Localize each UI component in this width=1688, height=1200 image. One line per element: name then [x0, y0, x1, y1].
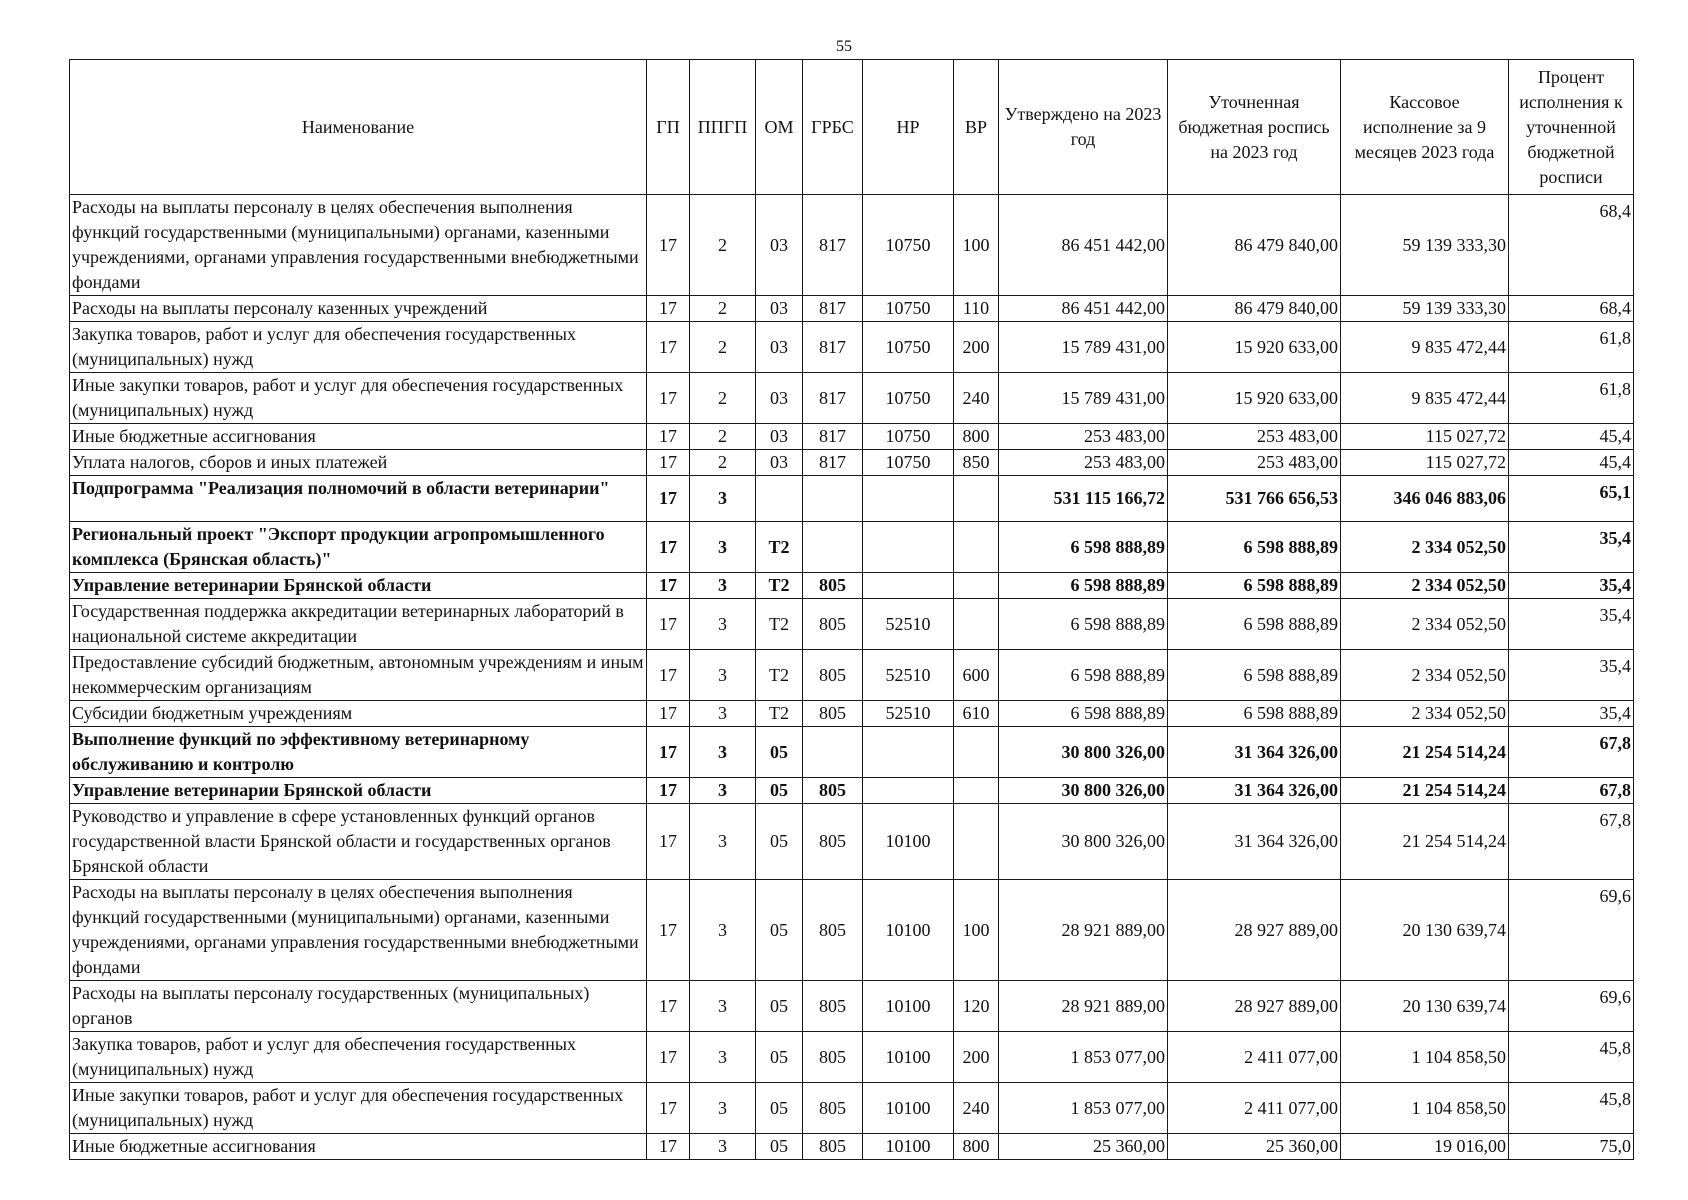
cell-name: Иные закупки товаров, работ и услуг для обеспечения государственных (муниципальных) нужд [70, 1083, 647, 1134]
header-gp: ГП [647, 60, 690, 195]
cell-ppgp: 2 [690, 450, 756, 476]
cell-percent: 35,4 [1509, 573, 1634, 599]
cell-name: Государственная поддержка аккредитации ветеринарных лабораторий в национальной системе аккредитации [70, 599, 647, 650]
cell-gp: 17 [647, 195, 690, 296]
cell-nr: 10750 [863, 195, 954, 296]
cell-ppgp: 3 [690, 727, 756, 778]
cell-approved: 1 853 077,00 [999, 1032, 1168, 1083]
cell-percent: 65,1 [1509, 476, 1634, 522]
cell-vr: 200 [954, 1032, 999, 1083]
cell-percent: 35,4 [1509, 599, 1634, 650]
cell-ppgp: 3 [690, 1134, 756, 1160]
cell-ppgp: 3 [690, 476, 756, 522]
header-percent: Процент исполнения к уточненной бюджетной росписи [1509, 60, 1634, 195]
cell-ppgp: 3 [690, 880, 756, 981]
cell-ppgp: 3 [690, 599, 756, 650]
cell-gp: 17 [647, 981, 690, 1032]
header-ppgp: ППГП [690, 60, 756, 195]
cell-approved: 25 360,00 [999, 1134, 1168, 1160]
cell-vr: 610 [954, 701, 999, 727]
cell-nr: 10750 [863, 424, 954, 450]
cell-approved: 15 789 431,00 [999, 322, 1168, 373]
cell-approved: 6 598 888,89 [999, 650, 1168, 701]
cell-grbs: 805 [803, 1083, 863, 1134]
cell-vr: 120 [954, 981, 999, 1032]
cell-ppgp: 3 [690, 650, 756, 701]
cell-refined: 253 483,00 [1168, 450, 1341, 476]
cell-cash: 21 254 514,24 [1341, 727, 1509, 778]
cell-nr: 52510 [863, 650, 954, 701]
table-row [70, 880, 1634, 981]
cell-grbs [803, 522, 863, 573]
cell-om: T2 [756, 573, 803, 599]
cell-refined: 2 411 077,00 [1168, 1032, 1341, 1083]
cell-refined: 531 766 656,53 [1168, 476, 1341, 522]
cell-grbs [803, 476, 863, 522]
cell-grbs: 805 [803, 701, 863, 727]
cell-vr [954, 476, 999, 522]
table-row [70, 195, 1634, 296]
cell-approved: 6 598 888,89 [999, 701, 1168, 727]
table-row [70, 727, 1634, 778]
cell-gp: 17 [647, 476, 690, 522]
cell-refined: 28 927 889,00 [1168, 880, 1341, 981]
cell-vr [954, 573, 999, 599]
cell-gp: 17 [647, 1134, 690, 1160]
header-vr: ВР [954, 60, 999, 195]
header-om: ОМ [756, 60, 803, 195]
cell-om: 03 [756, 296, 803, 322]
cell-name: Выполнение функций по эффективному ветеринарному обслуживанию и контролю [70, 727, 647, 778]
cell-cash: 2 334 052,50 [1341, 599, 1509, 650]
cell-nr [863, 778, 954, 804]
cell-vr: 850 [954, 450, 999, 476]
cell-om: 03 [756, 322, 803, 373]
cell-cash: 19 016,00 [1341, 1134, 1509, 1160]
cell-gp: 17 [647, 701, 690, 727]
cell-ppgp: 3 [690, 981, 756, 1032]
cell-percent: 35,4 [1509, 522, 1634, 573]
cell-refined: 15 920 633,00 [1168, 373, 1341, 424]
budget-table [69, 59, 1634, 1160]
cell-vr: 100 [954, 195, 999, 296]
cell-refined: 253 483,00 [1168, 424, 1341, 450]
cell-ppgp: 2 [690, 296, 756, 322]
cell-gp: 17 [647, 424, 690, 450]
cell-refined: 2 411 077,00 [1168, 1083, 1341, 1134]
table-row [70, 701, 1634, 727]
cell-om: T2 [756, 599, 803, 650]
cell-approved: 30 800 326,00 [999, 778, 1168, 804]
cell-nr: 10750 [863, 322, 954, 373]
cell-vr [954, 599, 999, 650]
cell-grbs: 805 [803, 1134, 863, 1160]
cell-nr: 10100 [863, 1032, 954, 1083]
cell-percent: 68,4 [1509, 296, 1634, 322]
cell-approved: 30 800 326,00 [999, 727, 1168, 778]
cell-grbs: 805 [803, 1032, 863, 1083]
cell-ppgp: 2 [690, 424, 756, 450]
cell-cash: 2 334 052,50 [1341, 573, 1509, 599]
cell-nr: 10750 [863, 296, 954, 322]
cell-percent: 68,4 [1509, 195, 1634, 296]
table-row [70, 778, 1634, 804]
cell-om: 05 [756, 804, 803, 880]
cell-grbs: 817 [803, 424, 863, 450]
cell-name: Субсидии бюджетным учреждениям [70, 701, 647, 727]
cell-name: Расходы на выплаты персоналу государственных (муниципальных) органов [70, 981, 647, 1032]
cell-gp: 17 [647, 778, 690, 804]
cell-cash: 59 139 333,30 [1341, 195, 1509, 296]
cell-vr: 800 [954, 1134, 999, 1160]
cell-om: 03 [756, 450, 803, 476]
cell-approved: 6 598 888,89 [999, 522, 1168, 573]
cell-percent: 35,4 [1509, 701, 1634, 727]
cell-vr [954, 804, 999, 880]
cell-name: Иные бюджетные ассигнования [70, 424, 647, 450]
cell-approved: 531 115 166,72 [999, 476, 1168, 522]
cell-ppgp: 3 [690, 778, 756, 804]
cell-grbs: 817 [803, 195, 863, 296]
cell-refined: 6 598 888,89 [1168, 573, 1341, 599]
cell-gp: 17 [647, 727, 690, 778]
cell-grbs: 817 [803, 373, 863, 424]
cell-grbs: 805 [803, 778, 863, 804]
header-approved: Утверждено на 2023 год [999, 60, 1168, 195]
cell-percent: 69,6 [1509, 880, 1634, 981]
table-row [70, 522, 1634, 573]
table-row [70, 573, 1634, 599]
cell-percent: 61,8 [1509, 373, 1634, 424]
cell-ppgp: 3 [690, 1083, 756, 1134]
cell-name: Уплата налогов, сборов и иных платежей [70, 450, 647, 476]
cell-name: Расходы на выплаты персоналу казенных учреждений [70, 296, 647, 322]
cell-cash: 2 334 052,50 [1341, 522, 1509, 573]
cell-approved: 28 921 889,00 [999, 880, 1168, 981]
cell-name: Управление ветеринарии Брянской области [70, 778, 647, 804]
cell-vr: 240 [954, 1083, 999, 1134]
cell-cash: 20 130 639,74 [1341, 981, 1509, 1032]
cell-gp: 17 [647, 880, 690, 981]
cell-percent: 61,8 [1509, 322, 1634, 373]
table-row [70, 296, 1634, 322]
table-row [70, 373, 1634, 424]
cell-nr: 10100 [863, 1083, 954, 1134]
cell-om: 05 [756, 1032, 803, 1083]
cell-cash: 9 835 472,44 [1341, 373, 1509, 424]
cell-om: 05 [756, 727, 803, 778]
table-row [70, 981, 1634, 1032]
cell-refined: 6 598 888,89 [1168, 701, 1341, 727]
cell-nr: 10750 [863, 450, 954, 476]
cell-approved: 253 483,00 [999, 450, 1168, 476]
cell-vr: 240 [954, 373, 999, 424]
header-refined: Уточненная бюджетная роспись на 2023 год [1168, 60, 1341, 195]
cell-cash: 59 139 333,30 [1341, 296, 1509, 322]
cell-approved: 6 598 888,89 [999, 573, 1168, 599]
cell-om: 05 [756, 880, 803, 981]
cell-refined: 86 479 840,00 [1168, 296, 1341, 322]
cell-grbs: 817 [803, 296, 863, 322]
cell-name: Расходы на выплаты персоналу в целях обеспечения выполнения функций государственными (муниципальными) органами, казенными учреждениями, органами управления государственными внебюджетными фондами [70, 195, 647, 296]
cell-percent: 67,8 [1509, 727, 1634, 778]
cell-grbs: 817 [803, 450, 863, 476]
cell-gp: 17 [647, 650, 690, 701]
cell-vr: 110 [954, 296, 999, 322]
cell-grbs [803, 727, 863, 778]
cell-approved: 253 483,00 [999, 424, 1168, 450]
cell-ppgp: 3 [690, 573, 756, 599]
table-row [70, 450, 1634, 476]
cell-percent: 67,8 [1509, 804, 1634, 880]
table-row [70, 1134, 1634, 1160]
cell-om [756, 476, 803, 522]
cell-name: Руководство и управление в сфере установленных функций органов государственной власти Брянской области и государственных органов Брянской области [70, 804, 647, 880]
cell-om: 05 [756, 1134, 803, 1160]
cell-cash: 2 334 052,50 [1341, 701, 1509, 727]
cell-nr [863, 522, 954, 573]
cell-nr: 10100 [863, 981, 954, 1032]
cell-name: Региональный проект "Экспорт продукции агропромышленного комплекса (Брянская область)" [70, 522, 647, 573]
cell-approved: 6 598 888,89 [999, 599, 1168, 650]
cell-vr: 100 [954, 880, 999, 981]
cell-om: T2 [756, 650, 803, 701]
cell-om: 05 [756, 778, 803, 804]
table-row [70, 1032, 1634, 1083]
cell-approved: 15 789 431,00 [999, 373, 1168, 424]
cell-grbs: 817 [803, 322, 863, 373]
cell-grbs: 805 [803, 804, 863, 880]
cell-cash: 20 130 639,74 [1341, 880, 1509, 981]
cell-approved: 86 451 442,00 [999, 296, 1168, 322]
cell-refined: 28 927 889,00 [1168, 981, 1341, 1032]
cell-grbs: 805 [803, 981, 863, 1032]
table-header-row [70, 60, 1634, 195]
table-row [70, 322, 1634, 373]
cell-vr [954, 778, 999, 804]
cell-percent: 67,8 [1509, 778, 1634, 804]
cell-refined: 15 920 633,00 [1168, 322, 1341, 373]
cell-vr: 600 [954, 650, 999, 701]
cell-name: Подпрограмма "Реализация полномочий в области ветеринарии" [70, 476, 647, 522]
cell-ppgp: 3 [690, 701, 756, 727]
header-cash: Кассовое исполнение за 9 месяцев 2023 года [1341, 60, 1509, 195]
cell-ppgp: 2 [690, 373, 756, 424]
cell-ppgp: 3 [690, 804, 756, 880]
cell-gp: 17 [647, 296, 690, 322]
cell-nr: 10750 [863, 373, 954, 424]
cell-refined: 6 598 888,89 [1168, 522, 1341, 573]
cell-refined: 6 598 888,89 [1168, 599, 1341, 650]
cell-approved: 86 451 442,00 [999, 195, 1168, 296]
cell-cash: 115 027,72 [1341, 450, 1509, 476]
cell-cash: 21 254 514,24 [1341, 778, 1509, 804]
cell-nr: 10100 [863, 1134, 954, 1160]
cell-nr: 10100 [863, 804, 954, 880]
cell-ppgp: 2 [690, 322, 756, 373]
cell-om: T2 [756, 701, 803, 727]
cell-gp: 17 [647, 322, 690, 373]
cell-approved: 1 853 077,00 [999, 1083, 1168, 1134]
cell-approved: 28 921 889,00 [999, 981, 1168, 1032]
cell-percent: 35,4 [1509, 650, 1634, 701]
cell-grbs: 805 [803, 650, 863, 701]
cell-percent: 45,8 [1509, 1083, 1634, 1134]
cell-ppgp: 3 [690, 522, 756, 573]
cell-om: 03 [756, 373, 803, 424]
table-row [70, 599, 1634, 650]
cell-gp: 17 [647, 804, 690, 880]
cell-ppgp: 3 [690, 1032, 756, 1083]
cell-nr [863, 476, 954, 522]
cell-refined: 25 360,00 [1168, 1134, 1341, 1160]
cell-approved: 30 800 326,00 [999, 804, 1168, 880]
cell-cash: 115 027,72 [1341, 424, 1509, 450]
table-row [70, 476, 1634, 522]
cell-nr [863, 727, 954, 778]
cell-refined: 6 598 888,89 [1168, 650, 1341, 701]
cell-grbs: 805 [803, 599, 863, 650]
table-row [70, 1083, 1634, 1134]
cell-vr [954, 522, 999, 573]
cell-vr: 800 [954, 424, 999, 450]
cell-gp: 17 [647, 522, 690, 573]
cell-gp: 17 [647, 373, 690, 424]
cell-vr: 200 [954, 322, 999, 373]
cell-om: 03 [756, 195, 803, 296]
cell-refined: 86 479 840,00 [1168, 195, 1341, 296]
cell-om: 05 [756, 1083, 803, 1134]
cell-om: T2 [756, 522, 803, 573]
cell-cash: 9 835 472,44 [1341, 322, 1509, 373]
cell-gp: 17 [647, 450, 690, 476]
cell-gp: 17 [647, 573, 690, 599]
cell-cash: 1 104 858,50 [1341, 1032, 1509, 1083]
cell-name: Расходы на выплаты персоналу в целях обеспечения выполнения функций государственными (муниципальными) органами, казенными учреждениями, органами управления государственными внебюджетными фондами [70, 880, 647, 981]
cell-cash: 346 046 883,06 [1341, 476, 1509, 522]
cell-percent: 75,0 [1509, 1134, 1634, 1160]
cell-om: 03 [756, 424, 803, 450]
cell-gp: 17 [647, 1083, 690, 1134]
cell-nr: 10100 [863, 880, 954, 981]
cell-name: Иные закупки товаров, работ и услуг для обеспечения государственных (муниципальных) нужд [70, 373, 647, 424]
cell-cash: 2 334 052,50 [1341, 650, 1509, 701]
cell-name: Закупка товаров, работ и услуг для обеспечения государственных (муниципальных) нужд [70, 322, 647, 373]
cell-grbs: 805 [803, 573, 863, 599]
header-grbs: ГРБС [803, 60, 863, 195]
cell-vr [954, 727, 999, 778]
cell-name: Предоставление субсидий бюджетным, автономным учреждениям и иным некоммерческим организациям [70, 650, 647, 701]
table-body [70, 195, 1634, 1160]
cell-refined: 31 364 326,00 [1168, 727, 1341, 778]
cell-percent: 45,4 [1509, 424, 1634, 450]
cell-name: Иные бюджетные ассигнования [70, 1134, 647, 1160]
table-row [70, 650, 1634, 701]
cell-om: 05 [756, 981, 803, 1032]
cell-percent: 45,4 [1509, 450, 1634, 476]
cell-nr: 52510 [863, 599, 954, 650]
cell-gp: 17 [647, 599, 690, 650]
header-nr: НР [863, 60, 954, 195]
cell-ppgp: 2 [690, 195, 756, 296]
cell-name: Закупка товаров, работ и услуг для обеспечения государственных (муниципальных) нужд [70, 1032, 647, 1083]
header-name: Наименование [70, 60, 647, 195]
cell-cash: 1 104 858,50 [1341, 1083, 1509, 1134]
table-row [70, 804, 1634, 880]
page-number: 55 [836, 38, 852, 55]
cell-refined: 31 364 326,00 [1168, 778, 1341, 804]
cell-nr: 52510 [863, 701, 954, 727]
cell-refined: 31 364 326,00 [1168, 804, 1341, 880]
cell-name: Управление ветеринарии Брянской области [70, 573, 647, 599]
cell-percent: 69,6 [1509, 981, 1634, 1032]
cell-cash: 21 254 514,24 [1341, 804, 1509, 880]
cell-gp: 17 [647, 1032, 690, 1083]
cell-nr [863, 573, 954, 599]
cell-percent: 45,8 [1509, 1032, 1634, 1083]
cell-grbs: 805 [803, 880, 863, 981]
table-row [70, 424, 1634, 450]
